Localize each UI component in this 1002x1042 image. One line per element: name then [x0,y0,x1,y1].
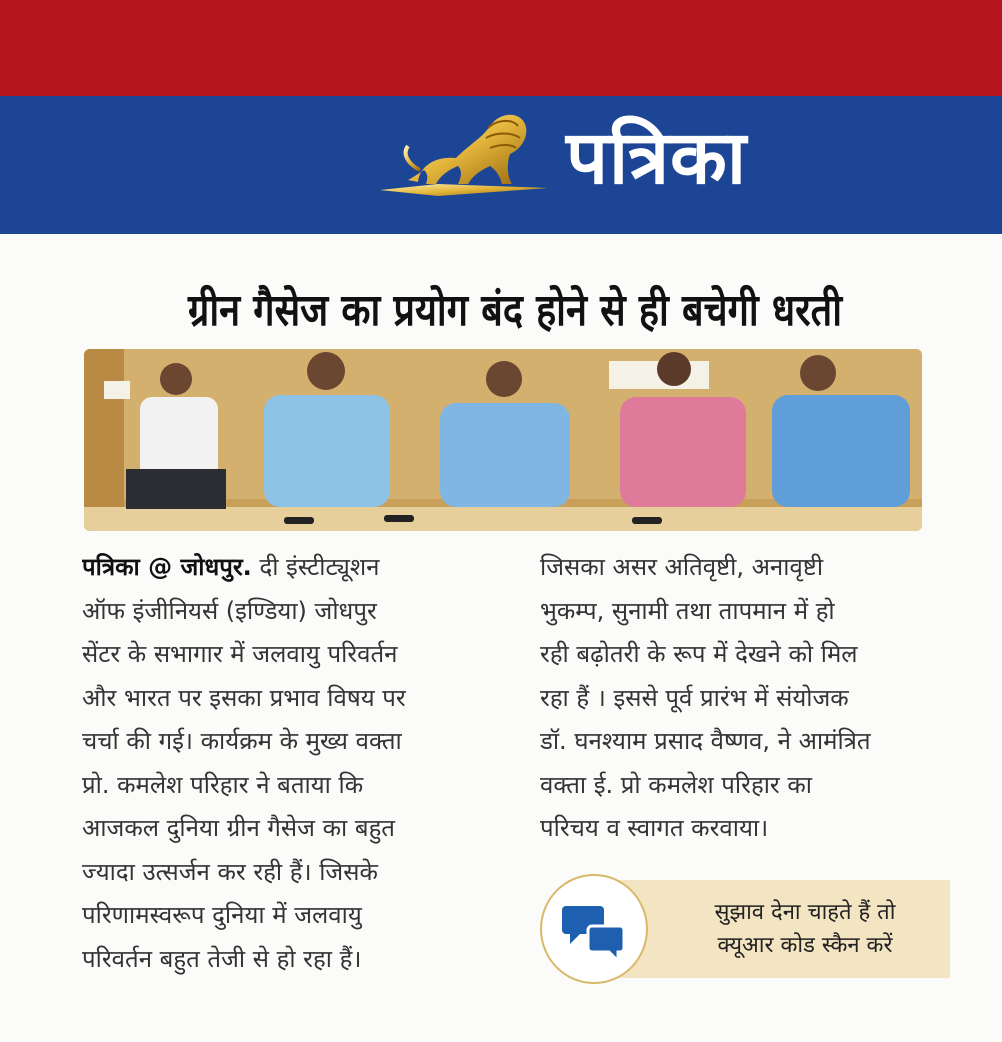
article-photo [84,349,922,531]
article-line [82,546,502,590]
article-line-text: दी इंस्टीट्यूशन [259,553,380,581]
promo-line-1: सुझाव देना चाहते हैं तो [714,900,896,925]
article-line: परिचय व स्वागत करवाया। [540,814,769,842]
article-line: परिवर्तन बहुत तेजी से हो रहा हैं। [82,944,362,973]
lion-emblem-icon [378,104,554,204]
article-line: रहा हैं । इससे पूर्व प्रारंभ में संयोजक [540,683,849,712]
article-headline: ग्रीन गैसेज का प्रयोग बंद होने से ही बचेगी धरती [187,285,843,336]
article-line: प्रो. कमलेश परिहार ने बताया कि [82,770,364,799]
article-line: और भारत पर इसका प्रभाव विषय पर [82,683,406,712]
feedback-promo-box[interactable] [540,874,950,984]
promo-text [670,896,940,962]
chat-bubbles-icon [540,874,648,984]
article-column-left [82,546,502,981]
article-line: जिसका असर अतिवृष्टी, अनावृष्टी [540,553,824,581]
promo-line-2: क्यूआर कोड स्कैन करें [717,933,893,958]
masthead-title: पत्रिका [566,115,748,201]
article-line: चर्चा की गई। कार्यक्रम के मुख्य वक्ता [82,727,402,755]
masthead-red-band [0,0,1002,96]
article-line: परिणामस्वरूप दुनिया में जलवायु [82,901,362,929]
article-line: वक्ता ई. प्रो कमलेश परिहार का [540,770,812,799]
article-line: भुकम्प, सुनामी तथा तापमान में हो [540,596,835,625]
article-line: रही बढ़ोतरी के रूप में देखने को मिल [540,640,858,668]
article-line: ज्यादा उत्सर्जन कर रही हैं। जिसके [82,857,378,886]
article-line: ऑफ इंजीनियर्स (इण्डिया) जोधपुर [82,596,377,625]
article-column-right [540,546,952,851]
article-line: आजकल दुनिया ग्रीन गैसेज का बहुत [82,814,395,842]
article-line: डॉ. घनश्याम प्रसाद वैष्णव, ने आमंत्रित [540,727,871,755]
article-line: सेंटर के सभागार में जलवायु परिवर्तन [82,640,398,668]
article-dateline: पत्रिका @ जोधपुर. [82,553,252,581]
